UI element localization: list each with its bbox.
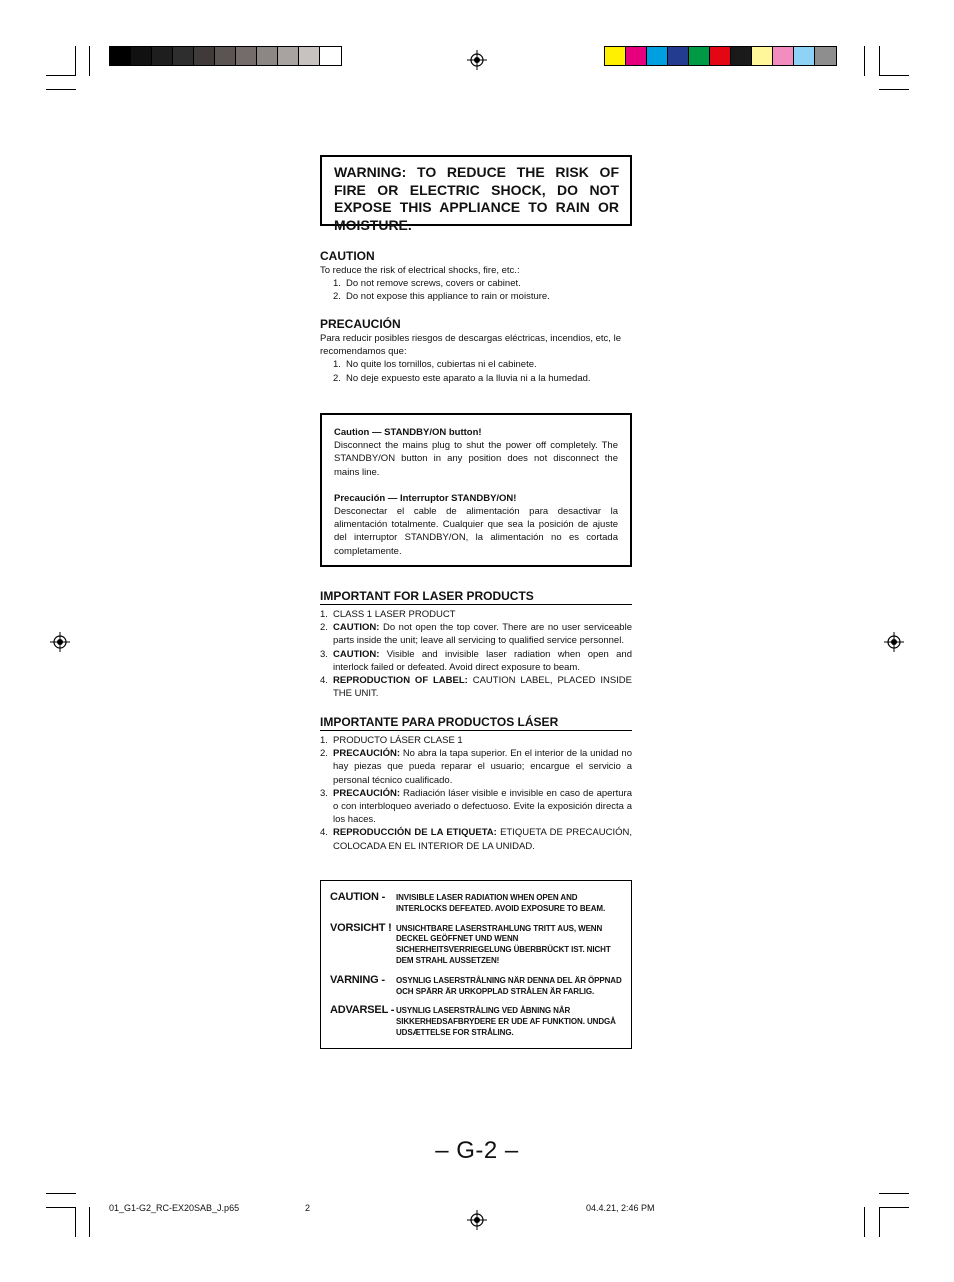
label-row [330,891,631,915]
crop-mark [46,1193,76,1194]
grayscale-calibration-bar [109,46,342,66]
registration-target-icon [467,1210,487,1230]
crop-mark [46,75,76,76]
list-item: 4. REPRODUCTION OF LABEL: CAUTION LABEL, PLACED INSIDE THE UNIT. [320,675,633,700]
crop-mark [879,89,909,90]
label-text: UNSICHTBARE LASERSTRAHLUNG TRITT AUS, WENN DECKEL GEÖFFNET UND WENN SICHERHEITSVERRIEGELUNG ÜBERBRÜCKT IST. NICHT DEM STRAHL AUSSETZEN! [396,923,611,965]
crop-mark [89,1207,90,1237]
warning-text: WARNING: TO REDUCE THE RISK OF FIRE OR ELECTRIC SHOCK, DO NOT EXPOSE THIS APPLIANCE TO RAIN OR MOISTURE. [334,164,619,233]
caution-section [320,249,632,304]
crop-mark [75,46,76,76]
color-swatch [815,47,836,65]
label-text: INVISIBLE LASER RADIATION WHEN OPEN AND INTERLOCKS DEFEATED. AVOID EXPOSURE TO BEAM. [396,893,606,913]
color-swatch [710,47,731,65]
footer-page: 2 [305,1203,311,1213]
list-item: 1. CLASS 1 LASER PRODUCT [320,609,456,620]
color-swatch [278,47,299,65]
laser-en-section [320,589,632,700]
list-item: 2. No deje expuesto este aparato a la lluvia ni a la humedad. [333,372,591,384]
standby-caution-box [320,413,632,567]
label-language-key: ADVARSEL - [330,1004,395,1017]
crop-mark [75,1207,76,1237]
crop-mark [89,46,90,76]
crop-mark [879,1207,909,1208]
laser-es-section [320,715,632,853]
standby-es-text: Desconectar el cable de alimentación para desactivar la alimentación totalmente. Cualquier que sea la posición de ajuste del interruptor STANDBY/ON, la alimentación no es cortada completamente. [334,506,618,557]
precaucion-list [320,358,632,384]
color-swatch [257,47,278,65]
color-swatch [236,47,257,65]
list-item: 1. Do not remove screws, covers or cabinet. [333,278,521,290]
color-swatch [794,47,815,65]
caution-heading: CAUTION [320,249,375,263]
color-swatch [320,47,341,65]
color-swatch [731,47,752,65]
registration-target-icon [467,50,487,70]
color-swatch [605,47,626,65]
crop-mark [879,1193,909,1194]
laser-warning-label [320,880,632,1049]
crop-mark [46,1207,76,1208]
label-row [330,922,631,967]
registration-target-icon [50,632,70,652]
precaucion-intro: Para reducir posibles riesgos de descargas eléctricas, incendios, etc, le recomendamos que: [320,333,621,358]
standby-es-heading: Precaución — Interruptor STANDBY/ON! [334,492,517,504]
registration-target-icon [884,632,904,652]
label-text: OSYNLIG LASERSTRÅLNING NÄR DENNA DEL ÄR ÖPPNAD OCH SPÄRR ÄR URKOPPLAD STRÅLEN ÄR FARLIG. [396,975,622,996]
label-language-key: CAUTION - [330,891,386,903]
color-swatch [131,47,152,65]
footer-filename: 01_G1-G2_RC-EX20SAB_J.p65 [109,1203,240,1213]
label-row [330,1004,631,1038]
crop-mark [864,1207,865,1237]
laser-es-heading: IMPORTANTE PARA PRODUCTOS LÁSER [320,715,632,731]
page-number: – G-2 – [435,1137,519,1164]
crop-mark [879,46,880,76]
label-language-key: VARNING - [330,973,385,986]
color-swatch [626,47,647,65]
crop-mark [864,46,865,76]
color-swatch [668,47,689,65]
footer-date: 04.4.21, 2:46 PM [586,1203,655,1213]
crop-mark [46,89,76,90]
color-calibration-bar [604,46,837,66]
list-item: 1. No quite los tornillos, cubiertas ni el cabinete. [333,359,537,371]
crop-mark [879,75,909,76]
list-item: 3. PRECAUCIÓN: Radiación láser visible e invisible en caso de apertura o con interbloqueo averiado o defectuoso. Evite la exposición directa a los haces. [320,787,632,826]
list-item: 2. PRECAUCIÓN: No abra la tapa superior. En el interior de la unidad no hay piezas que pueda reparar el usuario; encargue el servicio a personal técnico cualificado. [320,748,632,786]
color-swatch [152,47,173,65]
color-swatch [215,47,236,65]
list-item: 2. CAUTION: Do not open the top cover. There are no user serviceable parts inside the unit; leave all servicing to qualified service personnel. [320,622,632,647]
standby-en-text: Disconnect the mains plug to shut the power off completely. The STANDBY/ON button in any position does not disconnect the mains line. [334,440,618,478]
laser-en-heading: IMPORTANT FOR LASER PRODUCTS [320,589,632,605]
color-swatch [194,47,215,65]
color-swatch [773,47,794,65]
caution-intro: To reduce the risk of electrical shocks, fire, etc.: [320,265,520,276]
precaucion-heading: PRECAUCIÓN [320,317,401,331]
label-language-key: VORSICHT ! [330,921,392,934]
list-item: 4. REPRODUCCIÓN DE LA ETIQUETA: ETIQUETA DE PRECAUCIÓN, COLOCADA EN EL INTERIOR DE LA UNIDAD. [320,827,632,852]
color-swatch [689,47,710,65]
list-item: 3. CAUTION: Visible and invisible laser radiation when open and interlock failed or defeated. Avoid direct exposure to beam. [320,648,632,673]
standby-en-heading: Caution — STANDBY/ON button! [334,427,482,438]
label-row [330,974,631,998]
color-swatch [752,47,773,65]
caution-list [320,277,632,303]
crop-mark [879,1207,880,1237]
color-swatch [110,47,131,65]
list-item: 2. Do not expose this appliance to rain or moisture. [333,291,550,303]
laser-en-list [320,608,632,700]
color-swatch [647,47,668,65]
warning-box [320,155,632,233]
laser-es-list [320,734,632,853]
color-swatch [173,47,194,65]
label-text: USYNLIG LASERSTRÅLING VED ÅBNING NÅR SIKKERHEDSAFBRYDERE ER UDE AF FUNKTION. UNDGÅ UDSÆTTELSE FOR STRÅLING. [396,1006,616,1037]
precaucion-section [320,317,632,385]
list-item: 1. PRODUCTO LÁSER CLASE 1 [320,735,463,746]
color-swatch [299,47,320,65]
